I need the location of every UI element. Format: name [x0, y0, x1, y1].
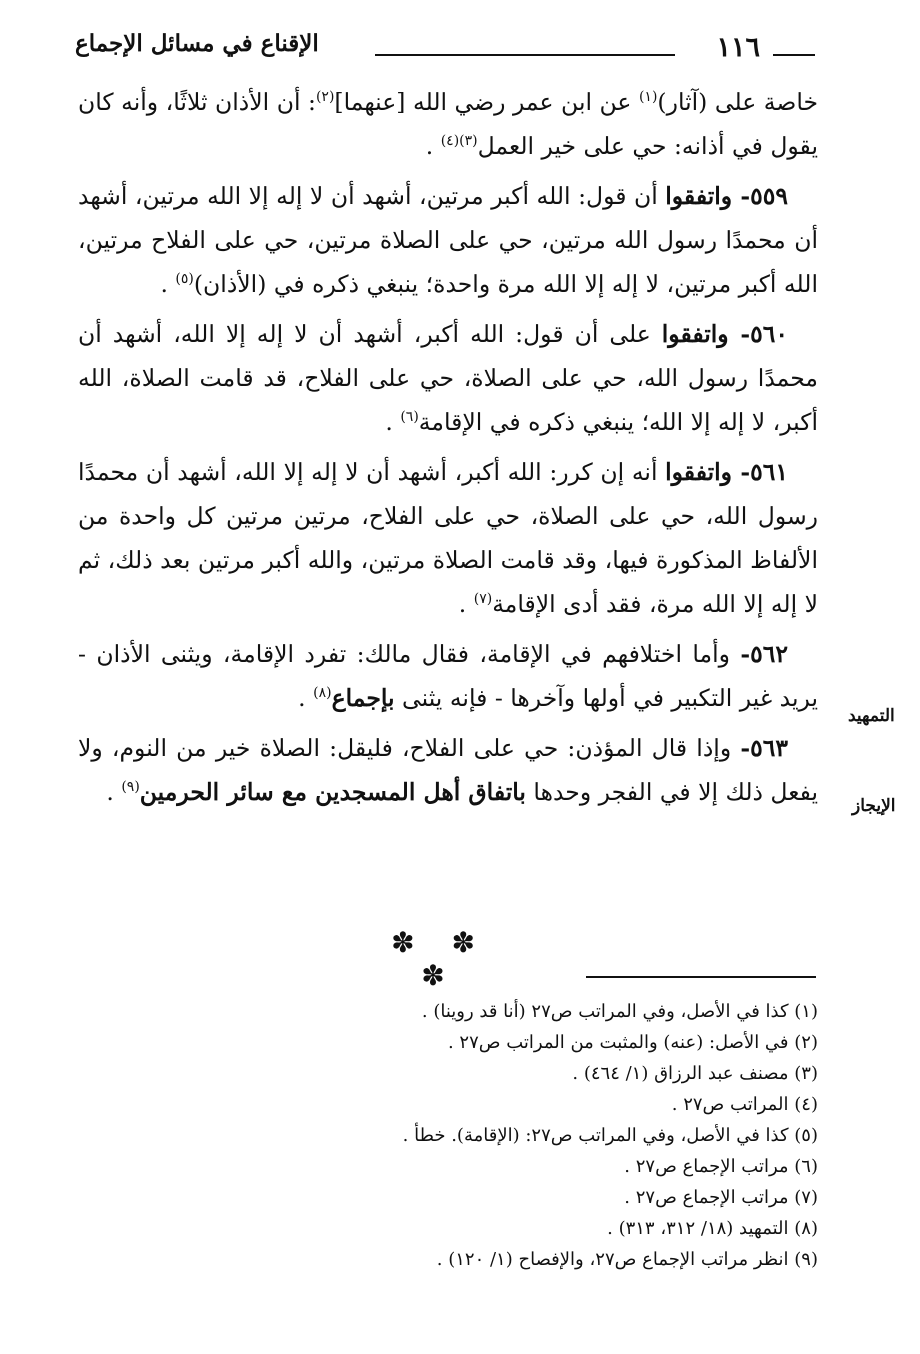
item-number: ٥٦١-: [740, 458, 788, 486]
footnote-4: (٤) المراتب ص٢٧ .: [671, 1094, 818, 1115]
header-rule: [375, 54, 675, 56]
footnotes: [200, 996, 818, 1275]
item-end: .: [385, 408, 401, 436]
footnote-rule: [586, 976, 816, 978]
margin-note-tamhid: التمهيد: [848, 706, 895, 726]
paragraph-intro: [78, 80, 818, 168]
footnote-ref-5: (٥): [175, 271, 194, 288]
footnote-ref-7: (٧): [473, 591, 493, 608]
footnote-2: (٢) في الأصل: (عنه) والمثبت من المراتب ص٢٧ .: [447, 1032, 818, 1053]
footnote-1: (١) كذا في الأصل، وفي المراتب ص٢٧ (أنا قد روينا) .: [421, 1001, 818, 1022]
item-number: ٥٦٣-: [740, 734, 788, 762]
item-bold-tail: باتفاق أهل المسجدين مع سائر الحرمين: [139, 778, 526, 806]
footnote-5: (٥) كذا في الأصل، وفي المراتب ص٢٧: (الإقامة). خطأ .: [402, 1125, 818, 1146]
item-lead: واتفقوا: [665, 182, 741, 210]
header-rule-right: [773, 54, 815, 56]
paragraph-560: [78, 312, 818, 444]
item-lead: واتفقوا: [665, 458, 741, 486]
item-end: .: [458, 590, 474, 618]
footnote-ref-9: (٩): [121, 779, 140, 796]
footnote-ref-6: (٦): [400, 409, 419, 426]
intro-text-3: : أن الأذان ثلاثًا، وأنه كان يقول في أذانه: حي على خير العمل: [78, 88, 818, 160]
footnote-7: (٧) مراتب الإجماع ص٢٧ .: [624, 1187, 818, 1208]
item-end: .: [298, 684, 314, 712]
footnote-3: (٣) مصنف عبد الرزاق (١/ ٤٦٤) .: [572, 1063, 818, 1084]
item-text: على أن قول: الله أكبر، أشهد أن لا إله إلا الله، أشهد أن محمدًا رسول الله، حي على الصلاة، حي على الفلاح، قد قامت الصلاة، الله أكبر، لا إله إلا الله؛ ينبغي ذكره في الإقامة: [78, 320, 818, 436]
main-text: [78, 80, 818, 820]
item-end: .: [160, 270, 176, 298]
intro-end: .: [425, 132, 441, 160]
item-end: .: [106, 778, 122, 806]
section-separator: ✽ ✽ ✽: [391, 926, 489, 992]
paragraph-562: [78, 632, 818, 720]
item-text: وأما اختلافهم في الإقامة، فقال مالك: تفرد الإقامة، ويثنى الأذان - يريد غير التكبير في أولها وآخرها - فإنه يثنى: [78, 640, 818, 712]
item-text: أن قول: الله أكبر مرتين، أشهد أن لا إله إلا الله مرتين، أشهد أن محمدًا رسول الله مرتين، حي على الصلاة مرتين، حي على الفلاح مرتين، الله أكبر مرتين، لا إله إلا الله مرة واحدة؛ ينبغي ذكره في (الأذان): [78, 182, 818, 298]
item-lead: واتفقوا: [661, 320, 741, 348]
paragraph-561: [78, 450, 818, 626]
footnote-ref-1: (١): [638, 89, 658, 106]
running-title: الإقناع في مسائل الإجماع: [75, 30, 319, 57]
paragraph-563: [78, 726, 818, 814]
footnote-ref-8: (٨): [313, 685, 332, 702]
footnote-6: (٦) مراتب الإجماع ص٢٧ .: [624, 1156, 818, 1177]
paragraph-559: [78, 174, 818, 306]
page-header: [75, 30, 815, 72]
footnote-ref-3-4: (٣)(٤): [440, 133, 478, 150]
item-text: أنه إن كرر: الله أكبر، أشهد أن لا إله إلا الله، أشهد أن محمدًا رسول الله، حي على الصلاة، حي على الفلاح، مرتين مرتين كل واحدة من الألفاظ المذكورة فيها، وقد قامت الصلاة مرتين، والله أكبر مرتين بعد ذلك، ثم لا إله إلا الله مرة، فقد أدى الإقامة: [78, 458, 818, 618]
page-number: ١١٦: [716, 32, 760, 63]
intro-text-2: عن ابن عمر رضي الله [عنهما]: [334, 88, 639, 116]
footnote-8: (٨) التمهيد (١٨/ ٣١٢، ٣١٣) .: [607, 1218, 818, 1239]
footnote-9: (٩) انظر مراتب الإجماع ص٢٧، والإفصاح (١/ ١٢٠) .: [436, 1249, 818, 1270]
item-bold-tail: بإجماع: [331, 684, 395, 712]
item-number: ٥٦٢-: [740, 640, 788, 668]
item-number: ٥٦٠-: [740, 320, 789, 348]
item-text: وإذا قال المؤذن: حي على الفلاح، فليقل: الصلاة خير من النوم، ولا يفعل ذلك إلا في الفجر وحدها: [78, 734, 818, 806]
footnote-ref-2: (٢): [315, 89, 335, 106]
intro-text-1: خاصة على (آثار): [657, 88, 818, 116]
margin-note-ijaz: الإيجاز: [852, 796, 896, 816]
item-number: ٥٥٩-: [740, 182, 788, 210]
